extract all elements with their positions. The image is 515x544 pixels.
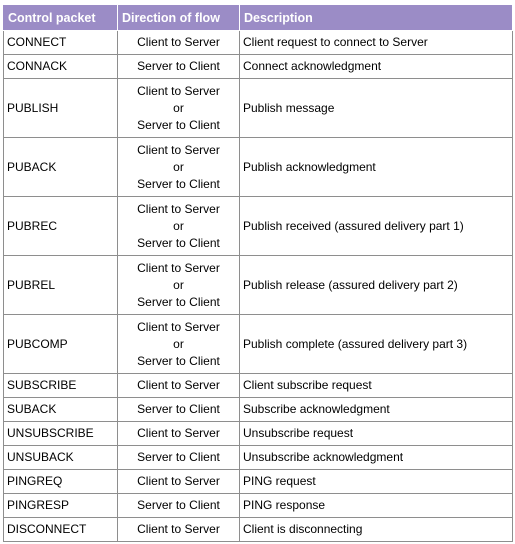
table-row bbox=[4, 446, 513, 470]
cell-description: Subscribe acknowledgment bbox=[240, 398, 513, 422]
header-description: Description bbox=[240, 5, 513, 31]
cell-direction-of-flow bbox=[118, 494, 240, 518]
cell-description: Unsubscribe request bbox=[240, 422, 513, 446]
direction-text: Client to Server bbox=[137, 474, 220, 488]
table-row bbox=[4, 315, 513, 374]
control-packet-table bbox=[3, 4, 513, 542]
direction-text: Client to Server bbox=[137, 201, 220, 216]
table-body bbox=[4, 31, 513, 542]
direction-text: Client to Server bbox=[137, 426, 220, 440]
cell-description: PING response bbox=[240, 494, 513, 518]
cell-control-packet: SUBACK bbox=[4, 398, 118, 422]
direction-text: Server to Client bbox=[137, 450, 220, 464]
cell-control-packet: PUBCOMP bbox=[4, 315, 118, 374]
cell-description: Client subscribe request bbox=[240, 374, 513, 398]
cell-description: PING request bbox=[240, 470, 513, 494]
cell-direction-of-flow bbox=[118, 422, 240, 446]
table-row bbox=[4, 398, 513, 422]
table-row bbox=[4, 518, 513, 542]
cell-control-packet: PINGREQ bbox=[4, 470, 118, 494]
direction-text: Client to Server bbox=[137, 378, 220, 392]
direction-text-alt: Server to Client bbox=[137, 294, 220, 309]
table-row bbox=[4, 79, 513, 138]
cell-direction-of-flow bbox=[118, 446, 240, 470]
direction-text: Client to Server bbox=[137, 522, 220, 536]
cell-control-packet: PUBLISH bbox=[4, 79, 118, 138]
table-row bbox=[4, 197, 513, 256]
direction-text: Client to Server bbox=[137, 319, 220, 334]
direction-text-alt: Server to Client bbox=[137, 235, 220, 250]
cell-control-packet: CONNECT bbox=[4, 31, 118, 55]
cell-description: Publish complete (assured delivery part 3) bbox=[240, 315, 513, 374]
cell-direction-of-flow bbox=[118, 256, 240, 315]
cell-description: Connect acknowledgment bbox=[240, 55, 513, 79]
direction-or-text: or bbox=[173, 159, 184, 174]
cell-description: Publish acknowledgment bbox=[240, 138, 513, 197]
table-header bbox=[4, 5, 513, 31]
table-row bbox=[4, 422, 513, 446]
header-direction-of-flow: Direction of flow bbox=[118, 5, 240, 31]
table-row bbox=[4, 494, 513, 518]
cell-control-packet: PUBREL bbox=[4, 256, 118, 315]
cell-description: Publish received (assured delivery part 1) bbox=[240, 197, 513, 256]
table-row bbox=[4, 470, 513, 494]
cell-control-packet: UNSUBSCRIBE bbox=[4, 422, 118, 446]
cell-control-packet: PINGRESP bbox=[4, 494, 118, 518]
table-row bbox=[4, 138, 513, 197]
cell-control-packet: PUBACK bbox=[4, 138, 118, 197]
table-row bbox=[4, 374, 513, 398]
direction-text: Server to Client bbox=[137, 59, 220, 73]
cell-direction-of-flow bbox=[118, 55, 240, 79]
direction-text: Server to Client bbox=[137, 402, 220, 416]
cell-control-packet: PUBREC bbox=[4, 197, 118, 256]
direction-text: Client to Server bbox=[137, 83, 220, 98]
cell-direction-of-flow bbox=[118, 518, 240, 542]
cell-description: Publish message bbox=[240, 79, 513, 138]
cell-control-packet: UNSUBACK bbox=[4, 446, 118, 470]
cell-direction-of-flow bbox=[118, 374, 240, 398]
direction-text: Client to Server bbox=[137, 142, 220, 157]
direction-or-text: or bbox=[173, 218, 184, 233]
direction-or-text: or bbox=[173, 100, 184, 115]
cell-control-packet: SUBSCRIBE bbox=[4, 374, 118, 398]
direction-text-alt: Server to Client bbox=[137, 353, 220, 368]
table-row bbox=[4, 256, 513, 315]
header-control-packet: Control packet bbox=[4, 5, 118, 31]
direction-text-alt: Server to Client bbox=[137, 176, 220, 191]
direction-text: Client to Server bbox=[137, 260, 220, 275]
direction-or-text: or bbox=[173, 336, 184, 351]
cell-description: Publish release (assured delivery part 2) bbox=[240, 256, 513, 315]
cell-direction-of-flow bbox=[118, 79, 240, 138]
cell-direction-of-flow bbox=[118, 398, 240, 422]
cell-control-packet: DISCONNECT bbox=[4, 518, 118, 542]
direction-or-text: or bbox=[173, 277, 184, 292]
direction-text: Client to Server bbox=[137, 35, 220, 49]
cell-direction-of-flow bbox=[118, 31, 240, 55]
cell-description: Client is disconnecting bbox=[240, 518, 513, 542]
header-row bbox=[4, 5, 513, 31]
table-row bbox=[4, 55, 513, 79]
direction-text-alt: Server to Client bbox=[137, 117, 220, 132]
cell-direction-of-flow bbox=[118, 197, 240, 256]
cell-description: Unsubscribe acknowledgment bbox=[240, 446, 513, 470]
cell-direction-of-flow bbox=[118, 470, 240, 494]
cell-control-packet: CONNACK bbox=[4, 55, 118, 79]
cell-direction-of-flow bbox=[118, 315, 240, 374]
direction-text: Server to Client bbox=[137, 498, 220, 512]
cell-direction-of-flow bbox=[118, 138, 240, 197]
cell-description: Client request to connect to Server bbox=[240, 31, 513, 55]
table-row bbox=[4, 31, 513, 55]
